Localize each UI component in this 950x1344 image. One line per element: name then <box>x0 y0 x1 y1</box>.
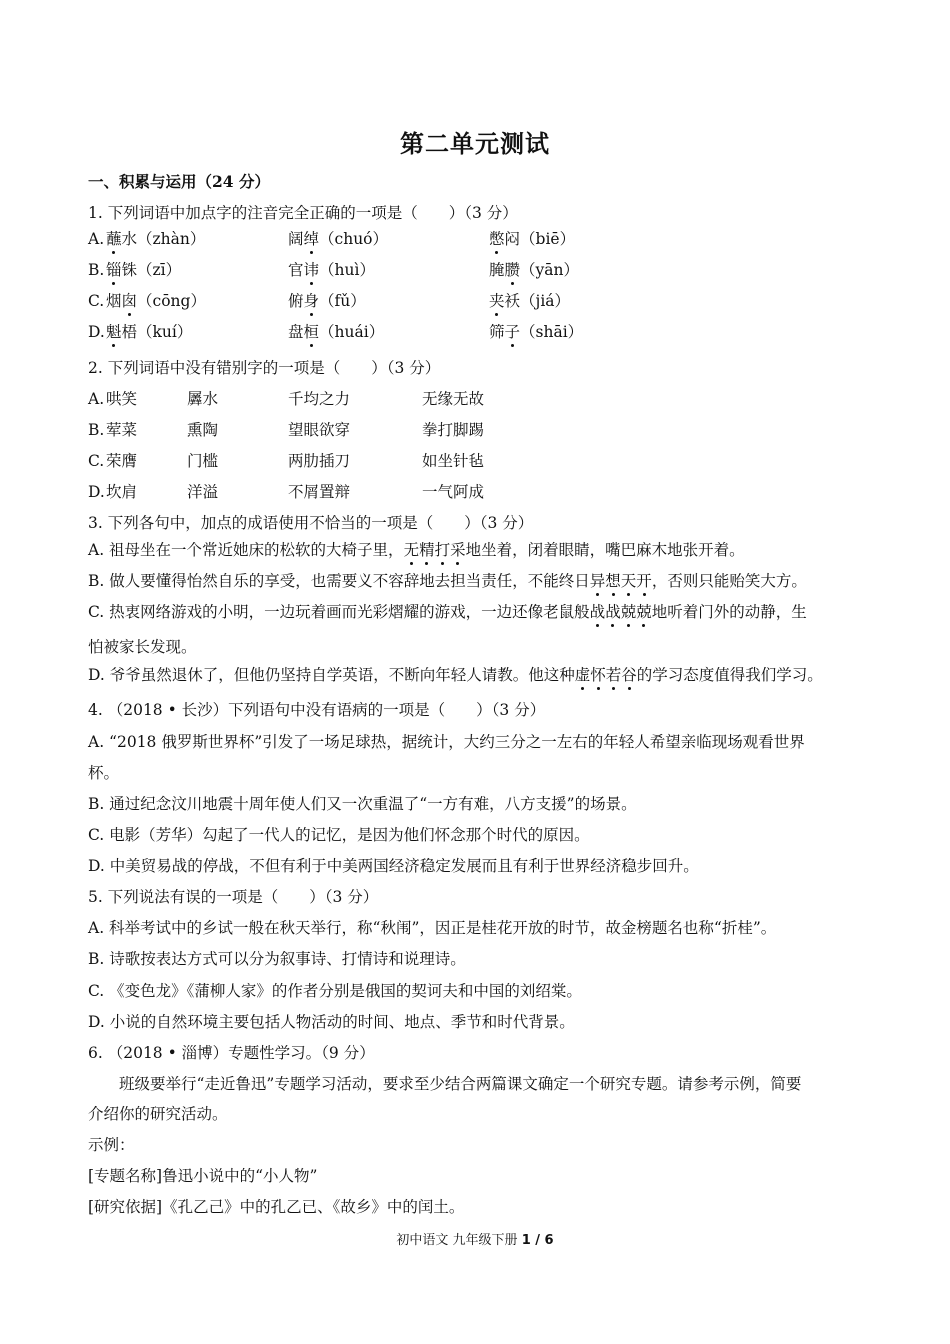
question-6-stem: 6. （2018 • 淄博）专题性学习。（9 分） <box>88 1044 375 1062</box>
question-1-stem: 1. 下列词语中加点字的注音完全正确的一项是（ ）（3 分） <box>88 204 518 222</box>
dotted-char: 怀 <box>590 666 606 684</box>
option-a-continued: 杯。 <box>88 764 120 782</box>
option-c-label: C. <box>88 292 105 310</box>
word: 羼水 <box>187 390 219 408</box>
dotted-idiom <box>590 603 652 621</box>
word: 荣膺 <box>106 452 138 470</box>
word: 门槛 <box>187 452 219 470</box>
word: 不屑置辩 <box>288 483 351 501</box>
dotted-char: 采 <box>450 541 466 559</box>
option-a-text: A. “2018 俄罗斯世界杯”引发了一场足球热，据统计，大约三分之一左右的年轻人希望亲临现场观看世界 <box>88 733 805 751</box>
option-c-item-2: 俯身（fǔ） <box>288 292 366 310</box>
word: 熏陶 <box>187 421 219 439</box>
word: 如坐针毡 <box>422 452 485 470</box>
option-d-item-1: 魁梧（kuí） <box>106 323 193 341</box>
word: 荤菜 <box>106 421 138 439</box>
dotted-char: 兢 <box>620 603 637 621</box>
dotted-char: 虚 <box>574 666 591 684</box>
option-b-text: B. 诗歌按表达方式可以分为叙事诗、打情诗和说理诗。 <box>88 950 466 968</box>
option-d-item-2: 盘桓（huái） <box>288 323 385 341</box>
option-c-text: C. 《变色龙》《蒲柳人家》的作者分别是俄国的契诃夫和中国的刘绍棠。 <box>88 982 582 1000</box>
dotted-idiom <box>590 572 652 590</box>
dotted-char: 兢 <box>636 603 652 621</box>
example-basis: [研究依据]《孔乙己》中的孔乙已、《故乡》中的闰土。 <box>88 1198 465 1216</box>
option-b-text: B. 通过纪念汶川地震十周年使人们又一次重温了“一方有难，八方支援”的场景。 <box>88 795 637 813</box>
word: 坎肩 <box>106 483 138 501</box>
word: 洋溢 <box>187 483 219 501</box>
option-d-label: D. <box>88 483 105 501</box>
option-c-text: C. 热衷网络游戏的小明，一边玩着画而光彩熠耀的游戏，一边还像老鼠般战战兢兢地听着门外的动静，生 <box>88 603 807 621</box>
option-b-item-1: 锱铢（zī） <box>106 261 182 279</box>
option-c-item-3: 夹袄（jiá） <box>489 292 571 310</box>
question-6-paragraph: 班级要举行“走近鲁迅”专题学习活动，要求至少结合两篇课文确定一个研究专题。请参考示例，简要 <box>119 1075 802 1093</box>
dotted-char: 打 <box>434 541 451 559</box>
footer-text: 初中语文 九年级下册 <box>396 1233 518 1248</box>
question-4-stem: 4. （2018 • 长沙）下列语句中没有语病的一项是（ ）（3 分） <box>88 701 546 719</box>
dotted-char: 精 <box>419 541 435 559</box>
word: 哄笑 <box>106 390 138 408</box>
question-6-paragraph-continued: 介绍你的研究活动。 <box>88 1105 228 1123</box>
option-b-item-3: 腌臜（yān） <box>489 261 580 279</box>
option-b-label: B. <box>88 261 105 279</box>
option-a-label: A. <box>88 230 105 248</box>
dotted-char: 想 <box>605 572 621 590</box>
option-b-label: B. <box>88 421 105 439</box>
option-b-item-2: 官讳（huì） <box>288 261 375 279</box>
word: 两肋插刀 <box>288 452 351 470</box>
question-2-stem: 2. 下列词语中没有错别字的一项是（ ）（3 分） <box>88 359 441 377</box>
option-d-text: D. 中美贸易战的停战，不但有利于中美两国经济稳定发展而且有利于世界经济稳步回升。 <box>88 857 699 875</box>
page-title: 第二单元测试 <box>400 129 550 158</box>
dotted-char: 战 <box>589 603 606 621</box>
example-label: 示例： <box>88 1136 135 1154</box>
option-c-label: C. <box>88 452 105 470</box>
section-heading: 一、积累与运用（24 分） <box>88 172 270 191</box>
page-footer <box>0 1229 950 1248</box>
word: 拳打脚踢 <box>422 421 485 439</box>
option-d-text: D. 小说的自然环境主要包括人物活动的时间、地点、季节和时代背景。 <box>88 1013 575 1031</box>
dotted-idiom <box>404 541 466 559</box>
dotted-char: 无 <box>403 541 420 559</box>
question-3-stem: 3. 下列各句中，加点的成语使用不恰当的一项是（ ）（3 分） <box>88 514 534 532</box>
option-a-text: A. 科举考试中的乡试一般在秋天举行，称“秋闱”，因正是桂花开放的时节，故金榜题名也称“折桂”。 <box>88 919 777 937</box>
option-a-item-3: 憋闷（biē） <box>489 230 576 248</box>
page-number: 1 / 6 <box>521 1233 554 1248</box>
dotted-idiom <box>575 666 637 684</box>
example-topic: [专题名称]鲁迅小说中的“小人物” <box>88 1167 318 1185</box>
dotted-char: 异 <box>589 572 606 590</box>
option-a-item-1: 蘸水（zhàn） <box>106 230 206 248</box>
option-a-item-2: 阔绰（chuó） <box>288 230 389 248</box>
option-c-text: C. 电影（芳华）勾起了一代人的记忆，是因为他们怀念那个时代的原因。 <box>88 826 590 844</box>
word: 一气阿成 <box>422 483 485 501</box>
option-a-text: A. 祖母坐在一个常近她床的松软的大椅子里，无精打采地坐着，闭着眼睛，嘴巴麻木地张开着。 <box>88 541 745 559</box>
dotted-char: 若 <box>605 666 622 684</box>
option-d-item-3: 筛子（shāi） <box>489 323 584 341</box>
word: 无缘无故 <box>422 390 485 408</box>
option-a-label: A. <box>88 390 105 408</box>
dotted-char: 天 <box>620 572 637 590</box>
question-5-stem: 5. 下列说法有误的一项是（ ）（3 分） <box>88 888 379 906</box>
word: 千均之力 <box>288 390 351 408</box>
dotted-char: 谷 <box>621 666 637 684</box>
option-c-continued: 怕被家长发现。 <box>88 638 197 656</box>
dotted-char: 开 <box>636 572 652 590</box>
option-d-label: D. <box>88 323 105 341</box>
word: 望眼欲穿 <box>288 421 351 439</box>
option-d-text: D. 爷爷虽然退休了，但他仍坚持自学英语，不断向年轻人请教。他这种虚怀若谷的学习态度值得我们学习。 <box>88 666 823 684</box>
dotted-char: 战 <box>605 603 621 621</box>
option-c-item-1: 烟囱（cōng） <box>106 292 206 310</box>
option-b-text: B. 做人要懂得怡然自乐的享受，也需要义不容辞地去担当责任，不能终日异想天开，否则只能贻笑大方。 <box>88 572 807 590</box>
